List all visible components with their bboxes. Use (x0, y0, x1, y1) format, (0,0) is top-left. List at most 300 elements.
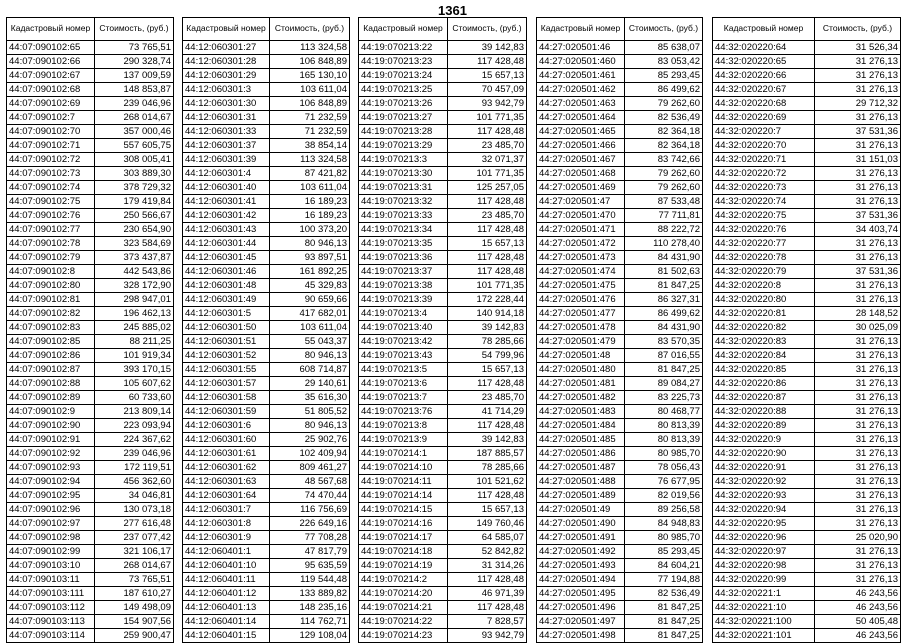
cadastral-number-cell: 44:07:090103:111 (7, 587, 95, 601)
cadastral-table-1 (6, 17, 174, 643)
cadastral-number-cell: 44:32:020220:83 (713, 335, 815, 349)
cadastral-number-cell: 44:12:060301:55 (183, 363, 270, 377)
cadastral-number-cell: 44:12:060301:44 (183, 237, 270, 251)
cost-cell: 25 902,76 (270, 433, 350, 447)
cost-cell: 557 605,75 (95, 139, 174, 153)
cadastral-number-cell: 44:32:020220:97 (713, 545, 815, 559)
table-row (359, 573, 527, 587)
cost-cell: 81 847,25 (625, 629, 703, 643)
cost-cell: 73 765,51 (95, 41, 174, 55)
cadastral-number-cell: 44:07:090102:8 (7, 265, 95, 279)
header-cost: Стоимость, (руб.) (448, 18, 527, 41)
table-row (183, 573, 350, 587)
cost-cell: 117 428,48 (448, 251, 527, 265)
cadastral-number-cell: 44:12:060301:6 (183, 419, 270, 433)
cost-cell: 31 276,13 (815, 489, 901, 503)
table-row (7, 559, 174, 573)
cadastral-number-cell: 44:19:070213:28 (359, 125, 448, 139)
cadastral-number-cell: 44:27:020501:496 (537, 601, 625, 615)
table-row (359, 111, 527, 125)
cadastral-number-cell: 44:27:020501:478 (537, 321, 625, 335)
cadastral-number-cell: 44:07:090102:68 (7, 83, 95, 97)
cadastral-number-cell: 44:27:020501:460 (537, 55, 625, 69)
table-row (537, 489, 703, 503)
table-row (537, 41, 703, 55)
cost-cell: 80 946,13 (270, 349, 350, 363)
cost-cell: 31 314,26 (448, 559, 527, 573)
table-row (359, 475, 527, 489)
cadastral-number-cell: 44:27:020501:480 (537, 363, 625, 377)
cost-cell: 149 760,46 (448, 517, 527, 531)
cost-cell: 31 276,13 (815, 377, 901, 391)
table-row (7, 489, 174, 503)
cadastral-number-cell: 44:07:090102:76 (7, 209, 95, 223)
cadastral-number-cell: 44:32:020220:90 (713, 447, 815, 461)
cadastral-number-cell: 44:07:090102:65 (7, 41, 95, 55)
table-row (537, 265, 703, 279)
cadastral-number-cell: 44:12:060301:30 (183, 97, 270, 111)
cost-cell: 117 428,48 (448, 377, 527, 391)
table-row (183, 601, 350, 615)
cadastral-number-cell: 44:19:070214:22 (359, 615, 448, 629)
cost-cell: 373 437,87 (95, 251, 174, 265)
table-row (183, 83, 350, 97)
cadastral-number-cell: 44:19:070214:15 (359, 503, 448, 517)
table-row (713, 349, 901, 363)
cost-cell: 117 428,48 (448, 419, 527, 433)
cadastral-number-cell: 44:19:070213:6 (359, 377, 448, 391)
cadastral-number-cell: 44:07:090102:66 (7, 55, 95, 69)
table-row (537, 615, 703, 629)
cadastral-number-cell: 44:12:060301:52 (183, 349, 270, 363)
table-row (183, 405, 350, 419)
table-row (713, 167, 901, 181)
table-row (183, 559, 350, 573)
cost-cell: 50 405,48 (815, 615, 901, 629)
cadastral-number-cell: 44:12:060301:50 (183, 321, 270, 335)
cadastral-number-cell: 44:12:060301:8 (183, 517, 270, 531)
cost-cell: 187 885,57 (448, 447, 527, 461)
table-row (713, 307, 901, 321)
cadastral-number-cell: 44:32:020220:77 (713, 237, 815, 251)
cadastral-number-cell: 44:32:020220:8 (713, 279, 815, 293)
cadastral-number-cell: 44:19:070213:37 (359, 265, 448, 279)
cost-cell: 45 329,83 (270, 279, 350, 293)
cadastral-number-cell: 44:27:020501:49 (537, 503, 625, 517)
table-row (359, 419, 527, 433)
cadastral-number-cell: 44:12:060401:13 (183, 601, 270, 615)
table-row (537, 153, 703, 167)
cost-cell: 48 567,68 (270, 475, 350, 489)
cost-cell: 79 262,60 (625, 167, 703, 181)
table-row (537, 377, 703, 391)
table-row (7, 237, 174, 251)
cost-cell: 31 276,13 (815, 461, 901, 475)
cost-cell: 86 499,62 (625, 307, 703, 321)
table-row (713, 545, 901, 559)
table-row (7, 153, 174, 167)
table-row (7, 125, 174, 139)
table-row (183, 391, 350, 405)
cost-cell: 90 659,66 (270, 293, 350, 307)
table-row (713, 461, 901, 475)
cadastral-number-cell: 44:07:090102:74 (7, 181, 95, 195)
cadastral-number-cell: 44:32:020220:99 (713, 573, 815, 587)
cadastral-number-cell: 44:12:060401:11 (183, 573, 270, 587)
cost-cell: 101 771,35 (448, 111, 527, 125)
table-row (713, 629, 901, 643)
cost-cell: 93 897,51 (270, 251, 350, 265)
cadastral-number-cell: 44:27:020501:48 (537, 349, 625, 363)
cadastral-number-cell: 44:27:020501:489 (537, 489, 625, 503)
cost-cell: 31 276,13 (815, 111, 901, 125)
cost-cell: 93 942,79 (448, 97, 527, 111)
cadastral-number-cell: 44:27:020501:498 (537, 629, 625, 643)
table-row (183, 587, 350, 601)
table-row (359, 251, 527, 265)
cost-cell: 16 189,23 (270, 209, 350, 223)
cost-cell: 32 071,37 (448, 153, 527, 167)
cadastral-number-cell: 44:27:020501:473 (537, 251, 625, 265)
cost-cell: 148 853,87 (95, 83, 174, 97)
table-row (713, 447, 901, 461)
cost-cell: 37 531,36 (815, 265, 901, 279)
cost-cell: 223 093,94 (95, 419, 174, 433)
cost-cell: 117 428,48 (448, 265, 527, 279)
cost-cell: 31 276,13 (815, 419, 901, 433)
cadastral-number-cell: 44:32:020220:86 (713, 377, 815, 391)
cadastral-number-cell: 44:27:020501:479 (537, 335, 625, 349)
table-row (359, 223, 527, 237)
cost-cell: 133 889,82 (270, 587, 350, 601)
cost-cell: 101 771,35 (448, 279, 527, 293)
table-row (183, 251, 350, 265)
cost-cell: 85 293,45 (625, 545, 703, 559)
cost-cell: 15 657,13 (448, 69, 527, 83)
table-row (359, 307, 527, 321)
table-header-row (537, 18, 703, 41)
table-row (359, 69, 527, 83)
cost-cell: 82 364,18 (625, 139, 703, 153)
cost-cell: 78 285,66 (448, 335, 527, 349)
cadastral-number-cell: 44:32:020220:71 (713, 153, 815, 167)
cadastral-number-cell: 44:27:020501:497 (537, 615, 625, 629)
cost-cell: 106 848,89 (270, 97, 350, 111)
cost-cell: 117 428,48 (448, 55, 527, 69)
table-row (713, 41, 901, 55)
table-row (537, 559, 703, 573)
header-cadastral-number: Кадастровый номер (183, 18, 270, 41)
table-row (713, 615, 901, 629)
cost-cell: 809 461,27 (270, 461, 350, 475)
cadastral-number-cell: 44:12:060301:61 (183, 447, 270, 461)
cost-cell: 39 142,83 (448, 433, 527, 447)
cost-cell: 237 077,42 (95, 531, 174, 545)
cost-cell: 79 262,60 (625, 181, 703, 195)
table-row (537, 125, 703, 139)
cadastral-number-cell: 44:32:020220:85 (713, 363, 815, 377)
cost-cell: 117 428,48 (448, 601, 527, 615)
cost-cell: 80 946,13 (270, 237, 350, 251)
table-row (537, 629, 703, 643)
cost-cell: 298 947,01 (95, 293, 174, 307)
cost-cell: 226 649,16 (270, 517, 350, 531)
table-row (713, 125, 901, 139)
header-cost: Стоимость, (руб.) (815, 18, 901, 41)
table-row (7, 195, 174, 209)
table-row (7, 405, 174, 419)
cadastral-number-cell: 44:19:070214:17 (359, 531, 448, 545)
table-row (183, 447, 350, 461)
cost-cell: 41 714,29 (448, 405, 527, 419)
cost-cell: 15 657,13 (448, 503, 527, 517)
cadastral-number-cell: 44:07:090102:7 (7, 111, 95, 125)
table-row (7, 503, 174, 517)
table-row (537, 545, 703, 559)
cadastral-number-cell: 44:07:090102:71 (7, 139, 95, 153)
cost-cell: 31 276,13 (815, 363, 901, 377)
cost-cell: 78 285,66 (448, 461, 527, 475)
cadastral-number-cell: 44:19:070214:18 (359, 545, 448, 559)
cost-cell: 125 257,05 (448, 181, 527, 195)
cadastral-number-cell: 44:19:070213:4 (359, 307, 448, 321)
table-row (537, 83, 703, 97)
cost-cell: 31 276,13 (815, 447, 901, 461)
table-row (183, 111, 350, 125)
cadastral-number-cell: 44:19:070214:1 (359, 447, 448, 461)
table-row (183, 55, 350, 69)
table-row (359, 559, 527, 573)
cost-cell: 81 847,25 (625, 279, 703, 293)
cost-cell: 77 194,88 (625, 573, 703, 587)
cost-cell: 85 638,07 (625, 41, 703, 55)
table-row (359, 265, 527, 279)
table-row (7, 97, 174, 111)
cost-cell: 179 419,84 (95, 195, 174, 209)
cost-cell: 52 842,82 (448, 545, 527, 559)
cost-cell: 28 148,52 (815, 307, 901, 321)
cadastral-number-cell: 44:27:020501:485 (537, 433, 625, 447)
cadastral-number-cell: 44:32:020220:73 (713, 181, 815, 195)
table-row (713, 265, 901, 279)
cadastral-number-cell: 44:12:060301:64 (183, 489, 270, 503)
cost-cell: 87 016,55 (625, 349, 703, 363)
table-row (713, 517, 901, 531)
table-row (359, 629, 527, 643)
cadastral-number-cell: 44:12:060301:42 (183, 209, 270, 223)
cost-cell: 80 813,39 (625, 433, 703, 447)
cost-cell: 31 276,13 (815, 237, 901, 251)
cadastral-table-2 (182, 17, 350, 643)
cost-cell: 77 711,81 (625, 209, 703, 223)
table-row (713, 223, 901, 237)
cadastral-number-cell: 44:07:090102:78 (7, 237, 95, 251)
cadastral-number-cell: 44:12:060301:51 (183, 335, 270, 349)
table-row (7, 293, 174, 307)
table-row (7, 475, 174, 489)
cadastral-number-cell: 44:19:070213:35 (359, 237, 448, 251)
table-row (359, 447, 527, 461)
cost-cell: 83 570,35 (625, 335, 703, 349)
table-header-row (7, 18, 174, 41)
table-row (537, 139, 703, 153)
cost-cell: 81 847,25 (625, 363, 703, 377)
header-cadastral-number: Кадастровый номер (713, 18, 815, 41)
cadastral-number-cell: 44:12:060301:5 (183, 307, 270, 321)
table-row (183, 307, 350, 321)
header-cost: Стоимость, (руб.) (625, 18, 703, 41)
table-row (7, 545, 174, 559)
cost-cell: 106 848,89 (270, 55, 350, 69)
cadastral-number-cell: 44:12:060301:45 (183, 251, 270, 265)
cadastral-number-cell: 44:07:090102:9 (7, 405, 95, 419)
cost-cell: 80 985,70 (625, 447, 703, 461)
table-row (537, 55, 703, 69)
cadastral-number-cell: 44:19:070213:30 (359, 167, 448, 181)
cost-cell: 102 409,94 (270, 447, 350, 461)
cost-cell: 74 470,44 (270, 489, 350, 503)
cost-cell: 165 130,10 (270, 69, 350, 83)
table-row (7, 433, 174, 447)
cost-cell: 31 276,13 (815, 349, 901, 363)
cadastral-number-cell: 44:07:090102:90 (7, 419, 95, 433)
cadastral-number-cell: 44:19:070213:23 (359, 55, 448, 69)
table-row (7, 139, 174, 153)
cadastral-number-cell: 44:07:090102:98 (7, 531, 95, 545)
cost-cell: 76 677,95 (625, 475, 703, 489)
cost-cell: 31 276,13 (815, 545, 901, 559)
table-row (359, 377, 527, 391)
cadastral-number-cell: 44:27:020501:487 (537, 461, 625, 475)
table-row (713, 475, 901, 489)
cadastral-number-cell: 44:19:070214:14 (359, 489, 448, 503)
cost-cell: 31 276,13 (815, 83, 901, 97)
cost-cell: 100 373,20 (270, 223, 350, 237)
cadastral-number-cell: 44:27:020501:468 (537, 167, 625, 181)
cost-cell: 116 756,69 (270, 503, 350, 517)
table-header-row (713, 18, 901, 41)
table-row (713, 69, 901, 83)
cadastral-number-cell: 44:07:090103:113 (7, 615, 95, 629)
table-row (7, 517, 174, 531)
cadastral-number-cell: 44:07:090102:88 (7, 377, 95, 391)
cost-cell: 83 742,66 (625, 153, 703, 167)
cost-cell: 31 276,13 (815, 293, 901, 307)
cadastral-number-cell: 44:12:060301:63 (183, 475, 270, 489)
cadastral-number-cell: 44:12:060301:29 (183, 69, 270, 83)
cadastral-number-cell: 44:27:020501:488 (537, 475, 625, 489)
table-row (359, 335, 527, 349)
cost-cell: 117 428,48 (448, 573, 527, 587)
cadastral-number-cell: 44:12:060301:33 (183, 125, 270, 139)
cost-cell: 25 020,90 (815, 531, 901, 545)
cost-cell: 172 228,44 (448, 293, 527, 307)
cost-cell: 31 276,13 (815, 517, 901, 531)
cadastral-number-cell: 44:32:020221:101 (713, 629, 815, 643)
cost-cell: 39 142,83 (448, 41, 527, 55)
cost-cell: 608 714,87 (270, 363, 350, 377)
cadastral-number-cell: 44:27:020501:493 (537, 559, 625, 573)
cost-cell: 80 985,70 (625, 531, 703, 545)
table-row (713, 391, 901, 405)
cadastral-number-cell: 44:27:020501:461 (537, 69, 625, 83)
table-row (713, 97, 901, 111)
cadastral-number-cell: 44:12:060301:3 (183, 83, 270, 97)
cadastral-number-cell: 44:07:090102:79 (7, 251, 95, 265)
table-row (713, 489, 901, 503)
cost-cell: 117 428,48 (448, 489, 527, 503)
cost-cell: 82 019,56 (625, 489, 703, 503)
cadastral-number-cell: 44:19:070213:29 (359, 139, 448, 153)
table-row (359, 237, 527, 251)
cost-cell: 87 421,82 (270, 167, 350, 181)
cost-cell: 308 005,41 (95, 153, 174, 167)
header-cost: Стоимость, (руб.) (95, 18, 174, 41)
cadastral-number-cell: 44:07:090103:112 (7, 601, 95, 615)
table-row (537, 167, 703, 181)
cost-cell: 187 610,27 (95, 587, 174, 601)
cost-cell: 31 276,13 (815, 405, 901, 419)
table-row (713, 363, 901, 377)
table-row (7, 531, 174, 545)
cost-cell: 86 327,31 (625, 293, 703, 307)
cost-cell: 117 428,48 (448, 195, 527, 209)
table-row (359, 41, 527, 55)
cost-cell: 39 142,83 (448, 321, 527, 335)
cadastral-number-cell: 44:19:070213:25 (359, 83, 448, 97)
cost-cell: 110 278,40 (625, 237, 703, 251)
cadastral-number-cell: 44:07:090102:94 (7, 475, 95, 489)
cadastral-number-cell: 44:27:020501:463 (537, 97, 625, 111)
cadastral-number-cell: 44:32:020220:78 (713, 251, 815, 265)
cadastral-number-cell: 44:19:070213:38 (359, 279, 448, 293)
table-row (7, 349, 174, 363)
table-row (7, 335, 174, 349)
cadastral-number-cell: 44:19:070213:36 (359, 251, 448, 265)
cost-cell: 84 604,21 (625, 559, 703, 573)
table-row (7, 321, 174, 335)
table-row (7, 363, 174, 377)
cadastral-number-cell: 44:07:090102:99 (7, 545, 95, 559)
cost-cell: 84 431,90 (625, 321, 703, 335)
cost-cell: 31 276,13 (815, 503, 901, 517)
cost-cell: 46 243,56 (815, 587, 901, 601)
table-row (537, 209, 703, 223)
cost-cell: 417 682,01 (270, 307, 350, 321)
cost-cell: 88 222,72 (625, 223, 703, 237)
table-row (359, 97, 527, 111)
table-row (7, 223, 174, 237)
table-row (537, 419, 703, 433)
cadastral-number-cell: 44:27:020501:46 (537, 41, 625, 55)
cadastral-number-cell: 44:19:070213:27 (359, 111, 448, 125)
cadastral-number-cell: 44:07:090102:89 (7, 391, 95, 405)
cadastral-number-cell: 44:32:020220:84 (713, 349, 815, 363)
table-row (713, 559, 901, 573)
table-row (537, 363, 703, 377)
cost-cell: 245 885,02 (95, 321, 174, 335)
cost-cell: 140 914,18 (448, 307, 527, 321)
cost-cell: 290 328,74 (95, 55, 174, 69)
cost-cell: 31 276,13 (815, 181, 901, 195)
cost-cell: 78 056,43 (625, 461, 703, 475)
cost-cell: 29 140,61 (270, 377, 350, 391)
cost-cell: 328 172,90 (95, 279, 174, 293)
table-row (537, 433, 703, 447)
table-row (713, 251, 901, 265)
cadastral-number-cell: 44:12:060301:58 (183, 391, 270, 405)
table-row (183, 615, 350, 629)
